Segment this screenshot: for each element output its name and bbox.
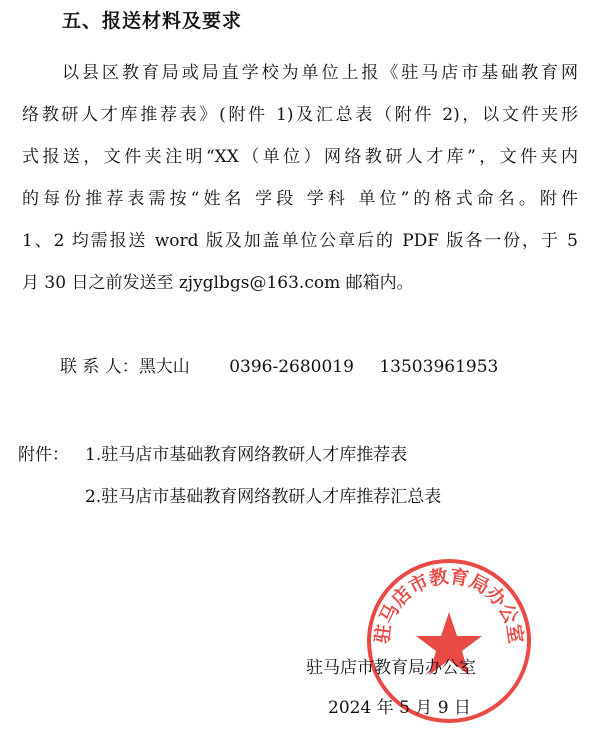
section-heading: 五、报送材料及要求 bbox=[62, 10, 243, 32]
contact-mobile: 13503961953 bbox=[379, 357, 499, 377]
paragraph-line: 月 30 日之前发送至 zjyglbgs@163.com 邮箱内。 bbox=[22, 273, 414, 293]
attachment-item-1: 1.驻马店市基础教育网络教研人才库推荐表 bbox=[85, 445, 408, 465]
paragraph-line: 络教研人才库推荐表》(附件 1)及汇总表（附件 2)，以文件夹形 bbox=[22, 105, 578, 125]
contact-name: 黑大山 bbox=[138, 357, 190, 377]
paragraph-line: 1、2 均需报送 word 版及加盖单位公章后的 PDF 版各一份，于 5 bbox=[22, 231, 578, 251]
attachment-item-2: 2.驻马店市基础教育网络教研人才库推荐汇总表 bbox=[85, 487, 442, 507]
paragraph-line: 式报送，文件夹注明“XX（单位）网络教研人才库”，文件夹内 bbox=[22, 147, 578, 167]
signature-date: 2024 年 5 月 9 日 bbox=[328, 698, 471, 718]
contact-line bbox=[60, 352, 498, 377]
signature-office: 驻马店市教育局办公室 bbox=[306, 658, 476, 678]
seal-text: 驻马店市教育局办公室 bbox=[371, 565, 527, 645]
paragraph-line: 以县区教育局或局直学校为单位上报《驻马店市基础教育网 bbox=[62, 63, 578, 83]
contact-label: 联 系 人： bbox=[60, 357, 139, 377]
contact-phone: 0396-2680019 bbox=[229, 357, 354, 377]
attachment-label: 附件： bbox=[18, 445, 69, 465]
paragraph-line: 的每份推荐表需按“姓名 学段 学科 单位”的格式命名。附件 bbox=[22, 189, 578, 209]
